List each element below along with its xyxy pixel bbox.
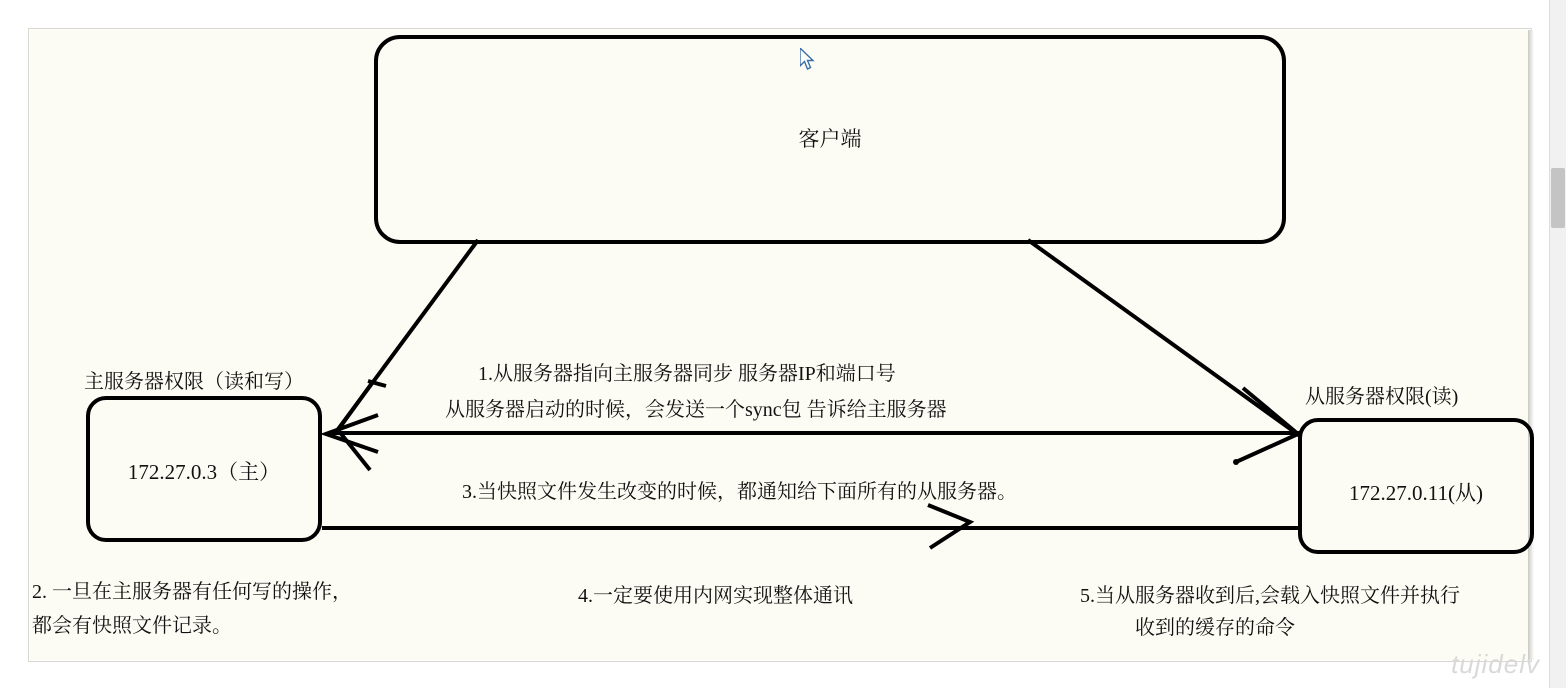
annotation-3: 3.当快照文件发生改变的时候，都通知给下面所有的从服务器。 [462, 481, 1017, 503]
watermark: tujidelv [1451, 649, 1540, 679]
mouse-cursor-icon [800, 48, 816, 72]
annotation-1-line-1: 1.从服务器指向主服务器同步 服务器IP和端口号 [478, 363, 896, 385]
arrowhead-client-to-slave [1236, 388, 1298, 462]
annotation-2-line-1: 2. 一旦在主服务器有任何写的操作， [32, 581, 352, 603]
vertical-scrollbar-thumb[interactable] [1551, 168, 1565, 228]
node-master-label: 172.27.0.3（主） [127, 460, 281, 484]
node-slave-label: 172.27.0.11(从) [1349, 481, 1483, 505]
annotation-4: 4.一定要使用内网实现整体通讯 [578, 585, 853, 607]
ink-dot-right [1233, 459, 1239, 465]
annotation-5-line-2: 收到的缓存的命令 [1135, 617, 1295, 639]
slave-permission-caption: 从服务器权限(读) [1305, 386, 1459, 408]
vertical-scrollbar-track[interactable] [1549, 0, 1566, 688]
edge-client-to-slave [1028, 240, 1300, 436]
node-client-label: 客户端 [798, 127, 862, 151]
master-permission-caption: 主服务器权限（读和写） [84, 371, 304, 393]
annotation-5-line-1: 5.当从服务器收到后,会载入快照文件并执行 [1080, 585, 1460, 607]
annotation-1-line-2: 从服务器启动的时候，会发送一个sync包 告诉给主服务器 [445, 399, 947, 421]
annotation-2-line-2: 都会有快照文件记录。 [32, 615, 232, 637]
